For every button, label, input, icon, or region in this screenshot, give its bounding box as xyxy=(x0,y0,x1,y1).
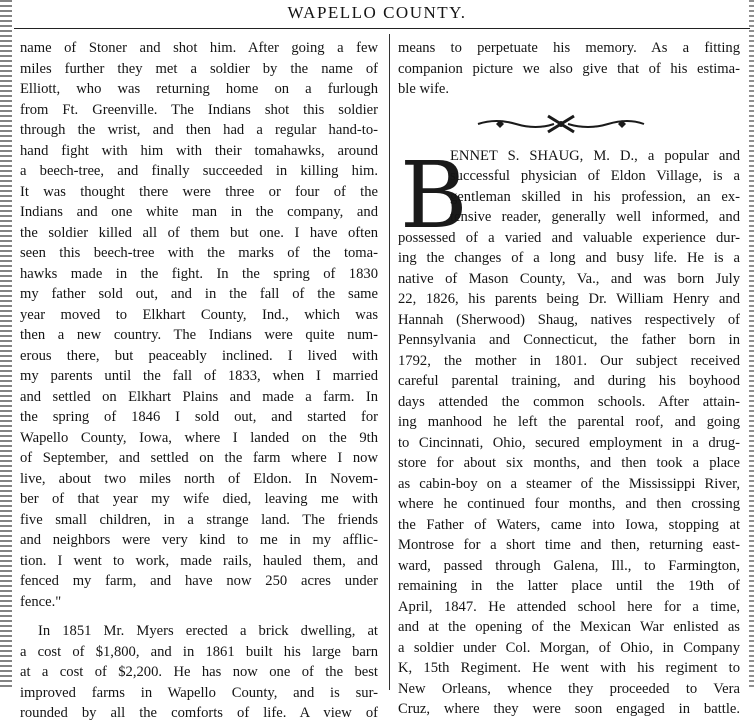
text-line: tion. I went to work, made rails, hauled them, and xyxy=(20,552,378,569)
text-line: the Father of Waters, came into Iowa, stopping at xyxy=(398,516,740,533)
text-line: from Ft. Greenville. The Indians shot this soldier xyxy=(20,101,378,118)
section-ornament xyxy=(398,106,740,146)
text-line: Montrose for a short time and then, returning east- xyxy=(398,537,740,553)
text-line: seen this beech-tree with the marks of the toma- xyxy=(20,245,378,261)
text-line: a beech-tree, and finally succeeded in killing him. xyxy=(20,163,378,179)
text-line: my father sold out, and in the fall of the same xyxy=(20,286,378,302)
text-line: It was thought there were three or four of the xyxy=(20,183,378,200)
text-line: hawks made in the fight. In the spring of 1830 xyxy=(20,265,378,282)
text-line: improved farms in Wapello County, and is sur- xyxy=(20,684,378,701)
text-line: store for about six months, and then took a place xyxy=(398,455,740,471)
text-line: Pennsylvania and Connecticut, the father born in xyxy=(398,332,740,348)
text-line: days attended the common schools. After attain- xyxy=(398,393,740,410)
text-line: ENNET S. SHAUG, M. D., a popular and xyxy=(450,147,740,164)
text-line: the spring of 1846 I sold out, and started for xyxy=(20,409,378,425)
text-line: Indians and one white man in the company, and xyxy=(20,204,378,220)
biography-text xyxy=(398,228,740,720)
text-line: In 1851 Mr. Myers erected a brick dwelling, at xyxy=(38,623,378,639)
text-line: through the wrist, and then had a regular hand-to- xyxy=(20,122,378,138)
text-line: Wapello County, Iowa, where I landed on the 9th xyxy=(20,429,378,446)
right-decorative-border xyxy=(749,0,754,690)
text-line: Elliott, who was returning home on a furlough xyxy=(20,81,378,97)
text-line: name of Stoner and shot him. After going a few xyxy=(20,40,378,56)
text-line: and neighbors were very kind to me in my afflic- xyxy=(20,532,378,548)
biography-section xyxy=(398,141,740,720)
header-rule xyxy=(14,28,750,29)
text-line: to Cincinnati, Ohio, secured employment in a drug- xyxy=(398,434,740,451)
right-column xyxy=(398,38,740,720)
text-line: five small children, in a strange land. The friends xyxy=(20,511,378,528)
drop-cap-letter: B xyxy=(400,141,468,249)
text-line: ber of that year my wife died, leaving me with xyxy=(20,491,378,507)
left-paragraph-1 xyxy=(20,38,378,612)
text-line: 22, 1826, his parents being Dr. William Henry and xyxy=(398,291,740,307)
text-line: tensive reader, generally well informed, and xyxy=(450,209,740,225)
left-decorative-border xyxy=(0,0,12,690)
text-line: where he continued four months, and then crossing xyxy=(398,496,740,512)
text-line: April, 1847. He attended school here for a time, xyxy=(398,598,740,615)
text-line: my parents until the fall of 1833, when I married xyxy=(20,368,378,384)
text-line: Cruz, where they were soon engaged in battle. xyxy=(398,701,740,717)
text-line: at a cost of $2,200. He has now one of the best xyxy=(20,664,378,680)
text-line: year moved to Elkhart County, Ind., which was xyxy=(20,306,378,323)
text-line: a cost of $1,800, and in 1861 built his large barn xyxy=(20,643,378,660)
text-line: the soldier killed all of them but one. I have often xyxy=(20,224,378,241)
text-line: native of Mason County, Va., and was born July xyxy=(398,270,740,287)
text-line: fence." xyxy=(20,593,62,610)
text-line: possessed of a varied and valuable experience dur- xyxy=(398,229,740,246)
biography-wrapped-lines xyxy=(398,146,740,228)
text-line: miles further they met a soldier by the name of xyxy=(20,60,378,77)
running-header: WAPELLO COUNTY. xyxy=(287,3,467,22)
text-line: live, about two miles north of Eldon. In Novem- xyxy=(20,470,378,487)
text-line: ble wife. xyxy=(398,81,450,97)
text-line: ward, passed through Galena, Ill., to Farmington, xyxy=(398,557,740,574)
text-line: companion picture we also give that of his estima- xyxy=(398,60,740,77)
text-line: New Orleans, whence they proceeded to Vera xyxy=(398,680,740,697)
text-line: careful parental training, and during his boyhood xyxy=(398,373,740,389)
text-line: K, 15th Regiment. He went with his regiment to xyxy=(398,660,740,676)
text-line: fenced my farm, and have now 250 acres under xyxy=(20,573,378,589)
text-line: successful physician of Eldon Village, is a xyxy=(450,168,740,184)
right-intro-paragraph xyxy=(398,38,740,100)
text-line: ing manhood he left the parental roof, and going xyxy=(398,414,740,430)
text-line: gentleman skilled in his profession, an ex- xyxy=(450,188,740,205)
text-line: erous there, but peaceably inclined. I lived with xyxy=(20,347,378,364)
text-line: a soldier under Col. Morgan, of Ohio, in Company xyxy=(398,639,740,656)
column-divider xyxy=(389,34,390,690)
text-line: and at the opening of the Mexican War enlisted as xyxy=(398,619,740,635)
text-line: then a new country. The Indians were quite num- xyxy=(20,327,378,343)
text-line: ing the changes of a long and busy life. He is a xyxy=(398,250,740,266)
text-line: 1792, the mother in 1801. Our subject received xyxy=(398,352,740,369)
text-line: Hannah (Sherwood) Shaug, natives respectively of xyxy=(398,311,740,328)
text-line: as cabin-boy on a steamer of the Mississippi River, xyxy=(398,475,740,492)
text-line: and settled on Elkhart Plains and made a farm. In xyxy=(20,388,378,405)
left-column xyxy=(20,38,378,724)
text-line: hand fight with him with their tomahawks, around xyxy=(20,142,378,159)
text-line: means to perpetuate his memory. As a fitting xyxy=(398,40,740,56)
left-paragraph-2 xyxy=(20,621,378,724)
flourish-icon xyxy=(476,114,646,134)
text-line: remaining in the latter place until the 19th of xyxy=(398,578,740,594)
paragraph-gap xyxy=(20,612,378,621)
text-line: rounded by all the comforts of life. A view of xyxy=(20,705,378,721)
text-line: of September, and settled on the farm where I now xyxy=(20,450,378,466)
